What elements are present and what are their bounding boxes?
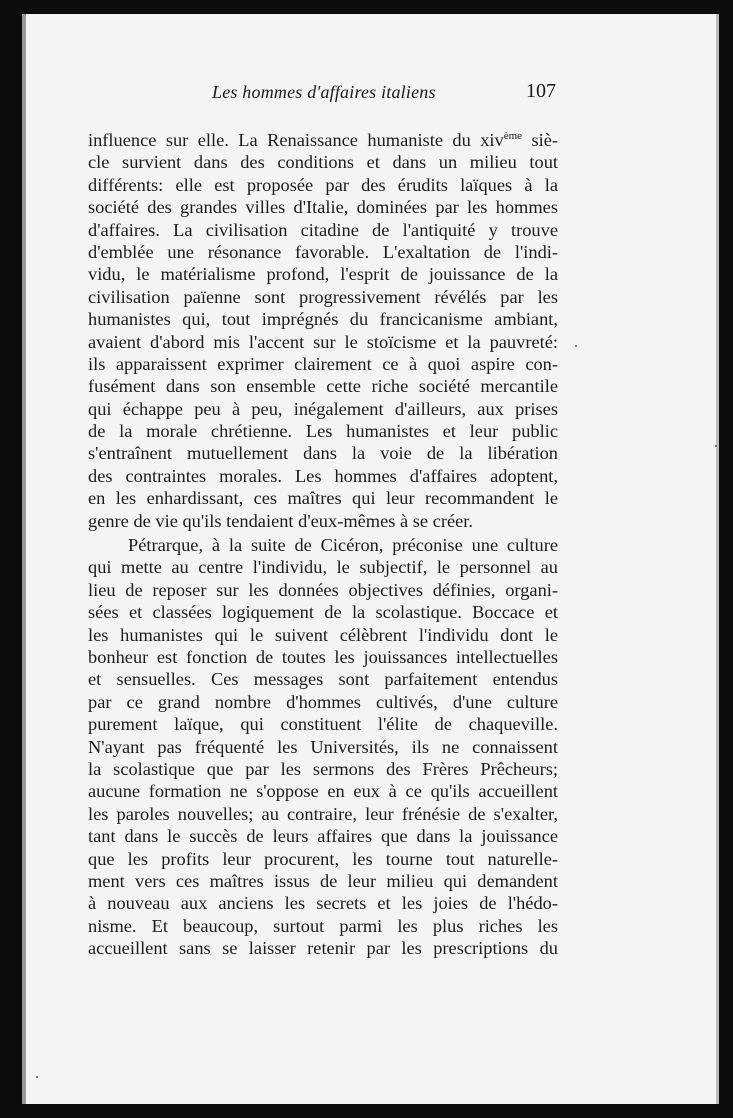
text-line: qui mette au centre l'individu, le subjectif, le personnel au <box>88 557 558 578</box>
text-line: bonheur est fonction de toutes les jouissances intellectuelles <box>88 646 558 667</box>
text-line: société des grandes villes d'Italie, dominées par les hommes <box>88 197 558 218</box>
body-text <box>88 129 558 959</box>
text-line: et sensuelles. Ces messages sont parfaitement entendus <box>88 669 558 690</box>
text-line: lieu de reposer sur les données objectives définies, organi- <box>88 579 558 600</box>
text-line: les paroles nouvelles; au contraire, leur frénésie de s'exalter, <box>88 803 558 824</box>
scan-border-right <box>719 0 733 1118</box>
text-line: que les profits leur procurent, les tourne tout naturelle- <box>88 848 558 869</box>
scan-border-top <box>0 0 733 14</box>
text-line: de la morale chrétienne. Les humanistes et leur public <box>88 421 558 442</box>
scan-shadow-left <box>22 14 26 1104</box>
text-line: par ce grand nombre d'hommes cultivés, d'une culture <box>88 691 558 712</box>
text-line: Pétrarque, à la suite de Cicéron, préconise une culture <box>128 535 558 556</box>
text-line: d'affaires. La civilisation citadine de l'antiquité y trouve <box>88 219 558 240</box>
scan-border-left <box>0 0 22 1118</box>
text-line: aucune formation ne s'oppose en eux à ce qu'ils accueillent <box>88 781 558 802</box>
paragraph-1 <box>88 129 558 532</box>
text-line: humanistes qui, tout imprégnés du francicanisme ambiant, <box>88 309 558 330</box>
superscript: ème <box>503 129 523 142</box>
scan-speck <box>715 445 717 447</box>
text-line: ils apparaissent exprimer clairement ce à quoi aspire con- <box>88 353 558 374</box>
text-line: purement laïque, qui constituent l'élite de chaqueville. <box>88 714 558 735</box>
page-number: 107 <box>526 80 556 102</box>
text-line: sées et classées logiquement de la scolastique. Boccace et <box>88 602 558 623</box>
text-line: qui échappe peu à peu, inégalement d'ailleurs, aux prises <box>88 398 558 419</box>
scan-border-bottom <box>0 1104 733 1118</box>
text-line: en les enhardissant, ces maîtres qui leur recommandent le <box>88 488 558 509</box>
text-line: N'ayant pas fréquenté les Universités, ils ne connaissent <box>88 736 558 757</box>
running-title: Les hommes d'affaires italiens <box>212 82 436 102</box>
text-line: d'emblée une résonance favorable. L'exaltation de l'indi- <box>88 241 558 262</box>
text-line: civilisation païenne sont progressivement révélés par les <box>88 286 558 307</box>
text-line: la scolastique que par les sermons des Frères Prêcheurs; <box>88 758 558 779</box>
text-line: ment vers ces maîtres issus de leur milieu qui demandent <box>88 870 558 891</box>
text-line: avaient d'abord mis l'accent sur le stoïcisme et la pauvreté: <box>88 331 558 352</box>
text-line: influence sur elle. La Renaissance humaniste du xiv$^{ème}$ siè- <box>88 129 558 150</box>
text-line: tant dans le succès de leurs affaires que dans la jouissance <box>88 826 558 847</box>
paragraph-2 <box>88 534 558 959</box>
page-header <box>86 82 560 110</box>
text-line: différents: elle est proposée par des érudits laïques à la <box>88 174 558 195</box>
scan-speck <box>36 1076 38 1078</box>
text-line: accueillent sans se laisser retenir par les prescriptions du <box>88 938 558 959</box>
text-line: fusément dans son ensemble cette riche société mercantile <box>88 376 558 397</box>
text-line: cle survient dans des conditions et dans un milieu tout <box>88 152 558 173</box>
text-line: nisme. Et beaucoup, surtout parmi les plus riches les <box>88 915 558 936</box>
scan-speck <box>575 345 577 347</box>
text-line: à nouveau aux anciens les secrets et les joies de l'hédo- <box>88 893 558 914</box>
text-line: les humanistes qui le suivent célèbrent l'individu dont le <box>88 624 558 645</box>
text-line: vidu, le matérialisme profond, l'esprit de jouissance de la <box>88 264 558 285</box>
text-line: genre de vie qu'ils tendaient d'eux-mêmes à se créer. <box>88 510 474 531</box>
scan-shadow-right <box>716 14 719 1104</box>
text-line: des contraintes morales. Les hommes d'affaires adoptent, <box>88 465 558 486</box>
text-line: s'entraînent mutuellement dans la voie de la libération <box>88 443 558 464</box>
